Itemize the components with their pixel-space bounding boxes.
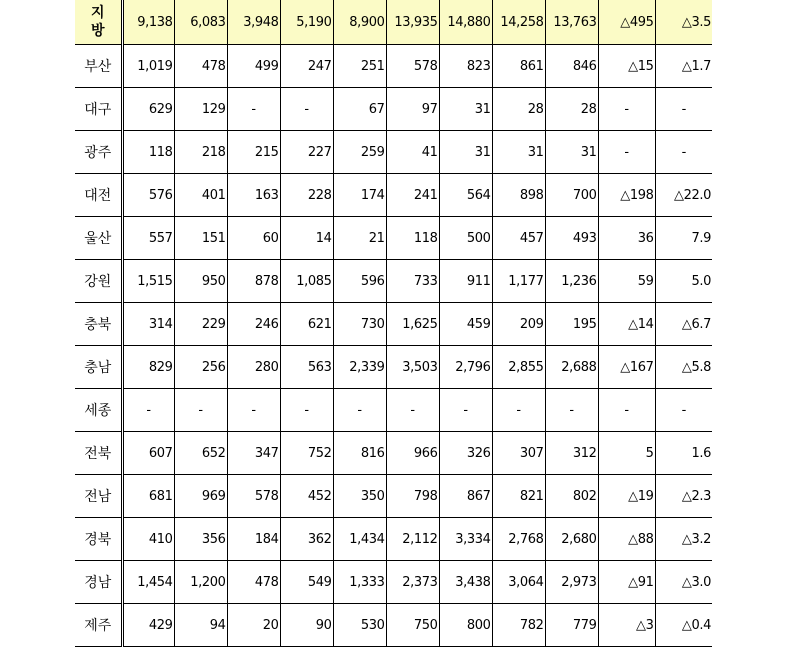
- table-body: [75, 0, 712, 647]
- table-cell: 2,112: [386, 518, 439, 561]
- table-cell: -: [598, 389, 655, 432]
- region-label: 충남: [75, 346, 122, 389]
- table-cell: 312: [545, 432, 598, 475]
- table-cell: -: [227, 88, 280, 131]
- table-cell: 782: [492, 604, 545, 647]
- region-label: 광주: [75, 131, 122, 174]
- table-cell: 3,064: [492, 561, 545, 604]
- table-cell: △2.3: [655, 475, 712, 518]
- table-cell: 1,019: [122, 45, 174, 88]
- table-cell: 163: [227, 174, 280, 217]
- table-cell: 14: [280, 217, 333, 260]
- table-cell: 347: [227, 432, 280, 475]
- table-row: [75, 303, 712, 346]
- table-cell: 578: [386, 45, 439, 88]
- table-cell: 67: [333, 88, 386, 131]
- table-cell: 700: [545, 174, 598, 217]
- table-cell: 195: [545, 303, 598, 346]
- table-cell: -: [227, 389, 280, 432]
- region-label: 울산: [75, 217, 122, 260]
- statistics-table: [75, 0, 712, 647]
- table-cell: 3,948: [227, 0, 280, 45]
- table-cell: 564: [439, 174, 492, 217]
- table-cell: 97: [386, 88, 439, 131]
- table-row: [75, 561, 712, 604]
- region-label: 대전: [75, 174, 122, 217]
- table-cell: △22.0: [655, 174, 712, 217]
- table-cell: 307: [492, 432, 545, 475]
- table-cell: 681: [122, 475, 174, 518]
- table-cell: 3,503: [386, 346, 439, 389]
- table-cell: 898: [492, 174, 545, 217]
- table-cell: 256: [174, 346, 227, 389]
- table-cell: 530: [333, 604, 386, 647]
- table-cell: △1.7: [655, 45, 712, 88]
- table-cell: 2,373: [386, 561, 439, 604]
- region-label: 부산: [75, 45, 122, 88]
- table-cell: △0.4: [655, 604, 712, 647]
- table-cell: 563: [280, 346, 333, 389]
- table-cell: △6.7: [655, 303, 712, 346]
- table-row: [75, 475, 712, 518]
- table-cell: 241: [386, 174, 439, 217]
- table-cell: -: [174, 389, 227, 432]
- table-row: [75, 45, 712, 88]
- table-row: [75, 88, 712, 131]
- table-cell: △19: [598, 475, 655, 518]
- table-cell: △5.8: [655, 346, 712, 389]
- table-cell: 59: [598, 260, 655, 303]
- table-cell: 13,763: [545, 0, 598, 45]
- table-cell: 802: [545, 475, 598, 518]
- table-cell: 350: [333, 475, 386, 518]
- table-cell: 14,258: [492, 0, 545, 45]
- table-cell: 184: [227, 518, 280, 561]
- table-cell: 779: [545, 604, 598, 647]
- table-cell: 452: [280, 475, 333, 518]
- table-cell: -: [598, 131, 655, 174]
- table-cell: 2,680: [545, 518, 598, 561]
- table-cell: 911: [439, 260, 492, 303]
- table-cell: 2,339: [333, 346, 386, 389]
- table-cell: 821: [492, 475, 545, 518]
- table-cell: △15: [598, 45, 655, 88]
- table-row: [75, 432, 712, 475]
- table-cell: △14: [598, 303, 655, 346]
- table-cell: 829: [122, 346, 174, 389]
- table-cell: 9,138: [122, 0, 174, 45]
- table-cell: 629: [122, 88, 174, 131]
- table-cell: 5: [598, 432, 655, 475]
- table-cell: -: [280, 88, 333, 131]
- table-cell: 1.6: [655, 432, 712, 475]
- table-cell: 28: [492, 88, 545, 131]
- table-cell: 5.0: [655, 260, 712, 303]
- table-cell: -: [655, 389, 712, 432]
- table-cell: 429: [122, 604, 174, 647]
- table-cell: -: [545, 389, 598, 432]
- table-cell: 218: [174, 131, 227, 174]
- table-cell: 3,438: [439, 561, 492, 604]
- region-label: 전남: [75, 475, 122, 518]
- table-cell: △88: [598, 518, 655, 561]
- table-row: [75, 518, 712, 561]
- table-cell: -: [386, 389, 439, 432]
- table-cell: 750: [386, 604, 439, 647]
- table-cell: 950: [174, 260, 227, 303]
- table-cell: 816: [333, 432, 386, 475]
- table-cell: 314: [122, 303, 174, 346]
- region-label: 지 방: [75, 0, 122, 45]
- table-cell: 41: [386, 131, 439, 174]
- table-cell: 2,796: [439, 346, 492, 389]
- table-cell: 1,333: [333, 561, 386, 604]
- table-cell: 2,688: [545, 346, 598, 389]
- table-cell: 966: [386, 432, 439, 475]
- table-cell: 118: [122, 131, 174, 174]
- table-cell: 14,880: [439, 0, 492, 45]
- table-cell: 215: [227, 131, 280, 174]
- table-cell: 621: [280, 303, 333, 346]
- table-row: [75, 174, 712, 217]
- table-cell: 247: [280, 45, 333, 88]
- table-cell: 733: [386, 260, 439, 303]
- table-cell: 8,900: [333, 0, 386, 45]
- table-cell: △3: [598, 604, 655, 647]
- table-row: [75, 217, 712, 260]
- table-cell: 500: [439, 217, 492, 260]
- table-cell: △3.2: [655, 518, 712, 561]
- table-cell: 1,434: [333, 518, 386, 561]
- table-cell: 362: [280, 518, 333, 561]
- table-cell: 549: [280, 561, 333, 604]
- table-cell: 401: [174, 174, 227, 217]
- table-cell: 60: [227, 217, 280, 260]
- table-cell: 499: [227, 45, 280, 88]
- table-cell: △91: [598, 561, 655, 604]
- table-cell: 730: [333, 303, 386, 346]
- table-cell: 1,454: [122, 561, 174, 604]
- table-cell: 259: [333, 131, 386, 174]
- table-cell: 861: [492, 45, 545, 88]
- table-cell: 13,935: [386, 0, 439, 45]
- table-cell: 578: [227, 475, 280, 518]
- table-cell: -: [280, 389, 333, 432]
- table-cell: 576: [122, 174, 174, 217]
- table-cell: 251: [333, 45, 386, 88]
- table-cell: 280: [227, 346, 280, 389]
- table-cell: 1,177: [492, 260, 545, 303]
- table-cell: 607: [122, 432, 174, 475]
- table-row: [75, 260, 712, 303]
- table-cell: 228: [280, 174, 333, 217]
- table-cell: 1,236: [545, 260, 598, 303]
- table-cell: 457: [492, 217, 545, 260]
- table-cell: △3.5: [655, 0, 712, 45]
- table-cell: -: [439, 389, 492, 432]
- table-cell: △198: [598, 174, 655, 217]
- table-cell: 356: [174, 518, 227, 561]
- table-cell: 410: [122, 518, 174, 561]
- table-cell: 846: [545, 45, 598, 88]
- table-cell: 209: [492, 303, 545, 346]
- table-cell: 229: [174, 303, 227, 346]
- table-cell: 20: [227, 604, 280, 647]
- table-cell: 798: [386, 475, 439, 518]
- table-cell: 31: [492, 131, 545, 174]
- table-cell: 800: [439, 604, 492, 647]
- region-label: 경북: [75, 518, 122, 561]
- table-cell: 878: [227, 260, 280, 303]
- table-cell: 90: [280, 604, 333, 647]
- table-cell: 1,085: [280, 260, 333, 303]
- table-cell: 28: [545, 88, 598, 131]
- region-label: 세종: [75, 389, 122, 432]
- table-cell: 151: [174, 217, 227, 260]
- table-cell: 31: [439, 131, 492, 174]
- region-label: 제주: [75, 604, 122, 647]
- table-cell: -: [492, 389, 545, 432]
- table-cell: 3,334: [439, 518, 492, 561]
- table-cell: 1,625: [386, 303, 439, 346]
- table-cell: 31: [545, 131, 598, 174]
- table-cell: 1,515: [122, 260, 174, 303]
- table-cell: -: [122, 389, 174, 432]
- table-cell: 867: [439, 475, 492, 518]
- region-label: 대구: [75, 88, 122, 131]
- table-cell: 652: [174, 432, 227, 475]
- table-cell: 246: [227, 303, 280, 346]
- table-cell: △167: [598, 346, 655, 389]
- table-row: [75, 0, 712, 45]
- table-cell: 823: [439, 45, 492, 88]
- table-cell: 118: [386, 217, 439, 260]
- table-cell: 31: [439, 88, 492, 131]
- table-row: [75, 389, 712, 432]
- table-cell: -: [655, 131, 712, 174]
- region-label: 강원: [75, 260, 122, 303]
- table-cell: 6,083: [174, 0, 227, 45]
- table-cell: 2,973: [545, 561, 598, 604]
- table-cell: 174: [333, 174, 386, 217]
- table-cell: 5,190: [280, 0, 333, 45]
- table-cell: 478: [227, 561, 280, 604]
- table-row: [75, 604, 712, 647]
- table-cell: △495: [598, 0, 655, 45]
- table-cell: 36: [598, 217, 655, 260]
- region-label: 경남: [75, 561, 122, 604]
- region-label: 충북: [75, 303, 122, 346]
- table-cell: 1,200: [174, 561, 227, 604]
- table-cell: -: [655, 88, 712, 131]
- table-cell: -: [333, 389, 386, 432]
- table-cell: 752: [280, 432, 333, 475]
- table-cell: 596: [333, 260, 386, 303]
- table-row: [75, 131, 712, 174]
- table-row: [75, 346, 712, 389]
- table-cell: 478: [174, 45, 227, 88]
- table-cell: 969: [174, 475, 227, 518]
- table-cell: -: [598, 88, 655, 131]
- table-cell: 7.9: [655, 217, 712, 260]
- table-cell: 2,855: [492, 346, 545, 389]
- table-cell: 94: [174, 604, 227, 647]
- table-cell: 326: [439, 432, 492, 475]
- table-cell: 493: [545, 217, 598, 260]
- table-cell: 459: [439, 303, 492, 346]
- table-cell: 2,768: [492, 518, 545, 561]
- table-cell: 227: [280, 131, 333, 174]
- table-cell: 557: [122, 217, 174, 260]
- table-cell: 21: [333, 217, 386, 260]
- region-label: 전북: [75, 432, 122, 475]
- table-cell: △3.0: [655, 561, 712, 604]
- table-cell: 129: [174, 88, 227, 131]
